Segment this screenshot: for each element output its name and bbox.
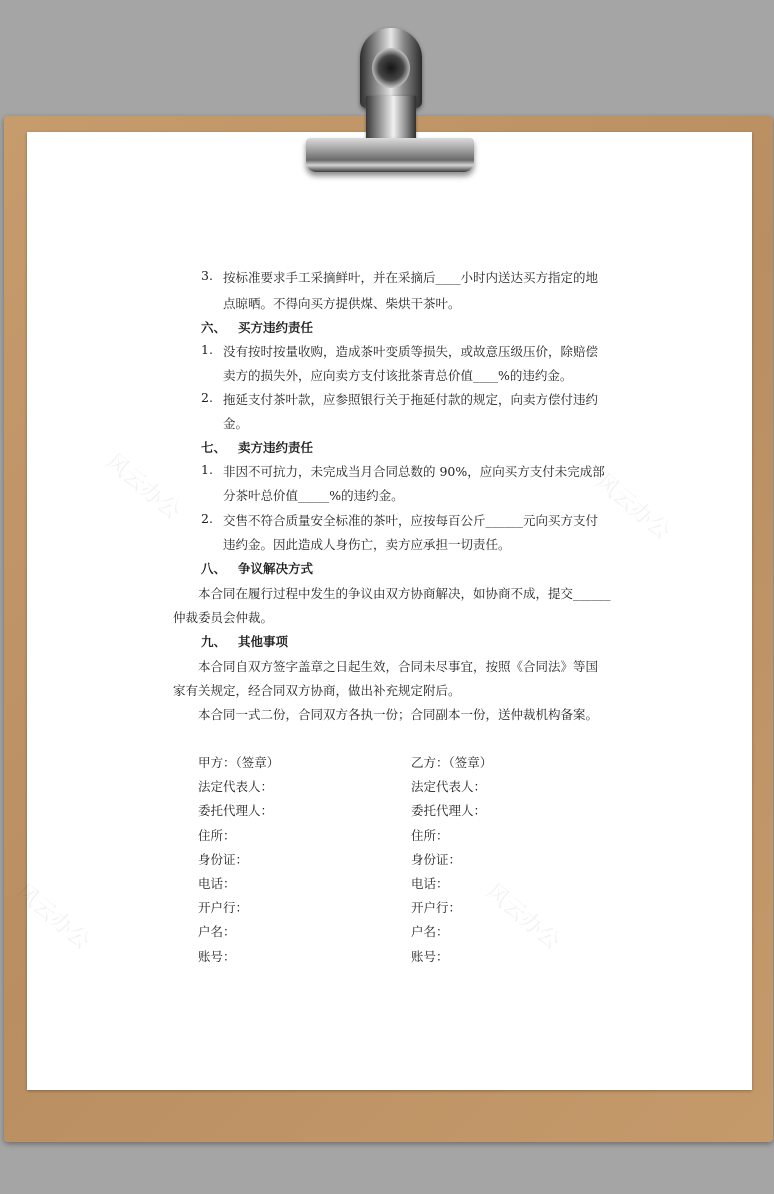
- section-heading: 卖方违约责任: [238, 440, 314, 455]
- paragraph-text: 本合同自双方签字盖章之日起生效，合同未尽事宜，按照《合同法》等国: [198, 659, 599, 674]
- watermark: 风云办公: [590, 469, 675, 545]
- item-text: 金。: [223, 416, 249, 431]
- party-b-field: 法定代表人：: [411, 779, 487, 794]
- paragraph-text: 本合同在履行过程中发生的争议由双方协商解决，如协商不成，提交______: [198, 586, 611, 601]
- watermark: 风云办公: [10, 879, 95, 955]
- item-text: 分茶叶总价值_____%的违约金。: [223, 488, 404, 503]
- section-heading: 争议解决方式: [238, 561, 314, 576]
- party-a-field: 住所：: [198, 828, 236, 843]
- watermark: 风云办公: [480, 879, 565, 955]
- section-number: 八、: [201, 561, 227, 576]
- item-text: 按标准要求手工采摘鲜叶，并在采摘后____小时内送达买方指定的地: [223, 270, 599, 285]
- item-text: 没有按时按量收购，造成茶叶变质等损失，或故意压级压价，除赔偿: [223, 344, 599, 359]
- item-number: 1.: [201, 462, 213, 477]
- party-a-field: 委托代理人：: [198, 803, 274, 818]
- party-b-field: 身份证：: [411, 852, 462, 867]
- party-a-field: 电话：: [198, 876, 236, 891]
- item-number: 3.: [201, 268, 213, 283]
- section-number: 九、: [201, 634, 227, 649]
- party-a-field: 身份证：: [198, 852, 249, 867]
- party-b-field: 电话：: [411, 876, 449, 891]
- party-b-field: 账号：: [411, 949, 449, 964]
- party-b-field: 乙方：（签章）: [411, 755, 493, 770]
- item-text: 点晾晒。不得向买方提供煤、柴烘干茶叶。: [223, 296, 461, 311]
- paragraph-text: 家有关规定，经合同双方协商，做出补充规定附后。: [173, 683, 461, 698]
- section-heading: 买方违约责任: [238, 320, 314, 335]
- party-a-field: 法定代表人：: [198, 779, 274, 794]
- item-text: 违约金。因此造成人身伤亡，卖方应承担一切责任。: [223, 537, 511, 552]
- party-a-field: 户名：: [198, 924, 236, 939]
- item-number: 2.: [201, 390, 213, 405]
- section-heading: 其他事项: [238, 634, 289, 649]
- paragraph-text: 本合同一式二份，合同双方各执一份；合同副本一份，送仲裁机构备案。: [198, 707, 599, 722]
- party-a-field: 开户行：: [198, 900, 249, 915]
- item-text: 卖方的损失外，应向卖方支付该批茶青总价值____%的违约金。: [223, 368, 573, 383]
- party-b-field: 委托代理人：: [411, 803, 487, 818]
- item-number: 2.: [201, 511, 213, 526]
- item-number: 1.: [201, 342, 213, 357]
- party-a-field: 甲方：（签章）: [198, 755, 280, 770]
- paragraph-text: 仲裁委员会仲裁。: [173, 610, 274, 625]
- party-a-field: 账号：: [198, 949, 236, 964]
- party-b-field: 户名：: [411, 924, 449, 939]
- section-number: 六、: [201, 320, 227, 335]
- party-b-field: 住所：: [411, 828, 449, 843]
- watermark: 风云办公: [100, 449, 185, 525]
- item-text: 交售不符合质量安全标准的茶叶，应按每百公斤______元向买方支付: [223, 513, 599, 528]
- item-text: 非因不可抗力，未完成当月合同总数的 90%，应向买方支付未完成部: [223, 464, 605, 479]
- section-number: 七、: [201, 440, 227, 455]
- item-text: 拖延支付茶叶款，应参照银行关于拖延付款的规定，向卖方偿付违约: [223, 392, 599, 407]
- party-b-field: 开户行：: [411, 900, 462, 915]
